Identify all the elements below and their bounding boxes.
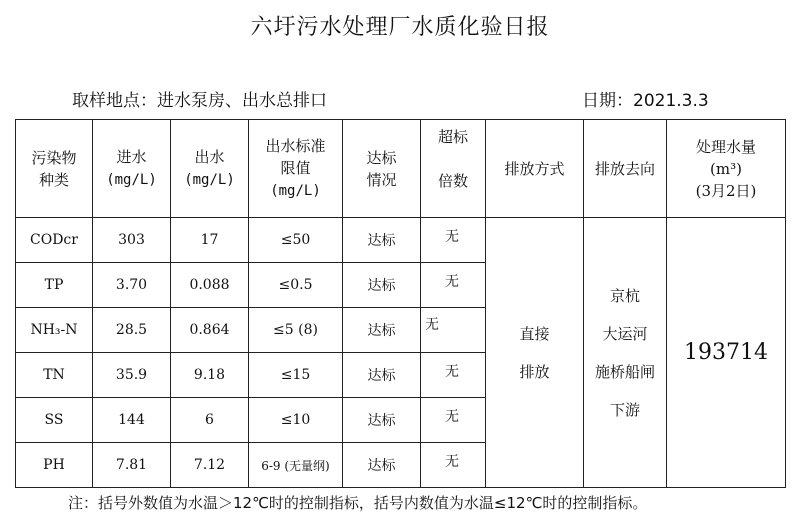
cell-status: 达标 xyxy=(343,353,421,398)
cell-pollutant: TP xyxy=(16,263,93,308)
cell-exceed: 无 xyxy=(421,308,486,353)
report-title: 六圩污水处理厂水质化验日报 xyxy=(250,15,550,40)
header-treated-volume: 处理水量 (m³) (3月2日) xyxy=(667,120,786,218)
cell-pollutant: CODcr xyxy=(16,218,93,263)
cell-limit: ≤5 (8) xyxy=(249,308,343,353)
cell-status: 达标 xyxy=(343,218,421,263)
cell-limit: ≤10 xyxy=(249,398,343,443)
cell-pollutant: PH xyxy=(16,443,93,488)
sampling-location: 取样地点：进水泵房、出水总排口 xyxy=(72,91,327,111)
water-quality-table xyxy=(15,119,786,488)
header-outflow: 出水 (mg/L) xyxy=(171,120,249,218)
cell-outflow: 0.864 xyxy=(171,308,249,353)
cell-treated-volume: 193714 xyxy=(667,218,786,488)
cell-limit: 6-9 (无量纲) xyxy=(249,443,343,488)
header-pollutant: 污染物 种类 xyxy=(16,120,93,218)
header-compliance: 达标 情况 xyxy=(343,120,421,218)
cell-exceed: 无 xyxy=(421,218,486,263)
cell-inflow: 35.9 xyxy=(93,353,171,398)
cell-exceed: 无 xyxy=(421,398,486,443)
header-exceed: 超标 倍数 xyxy=(421,120,486,218)
cell-status: 达标 xyxy=(343,263,421,308)
cell-pollutant: NH₃-N xyxy=(16,308,93,353)
cell-discharge-destination: 京杭 大运河 施桥船闸 下游 xyxy=(584,218,667,488)
footnote: 注：括号外数值为水温＞12℃时的控制指标，括号内数值为水温≤12℃时的控制指标。 xyxy=(68,494,648,512)
header-inflow: 进水 (mg/L) xyxy=(93,120,171,218)
table-row xyxy=(16,218,786,263)
cell-inflow: 144 xyxy=(93,398,171,443)
cell-limit: ≤0.5 xyxy=(249,263,343,308)
cell-limit: ≤50 xyxy=(249,218,343,263)
cell-limit: ≤15 xyxy=(249,353,343,398)
cell-status: 达标 xyxy=(343,443,421,488)
cell-exceed: 无 xyxy=(421,353,486,398)
cell-pollutant: SS xyxy=(16,398,93,443)
cell-status: 达标 xyxy=(343,398,421,443)
cell-outflow: 7.12 xyxy=(171,443,249,488)
cell-inflow: 303 xyxy=(93,218,171,263)
cell-outflow: 6 xyxy=(171,398,249,443)
cell-exceed: 无 xyxy=(421,263,486,308)
header-limit: 出水标准 限值 (mg/L) xyxy=(249,120,343,218)
cell-outflow: 0.088 xyxy=(171,263,249,308)
cell-inflow: 7.81 xyxy=(93,443,171,488)
cell-exceed: 无 xyxy=(421,443,486,488)
cell-discharge-method: 直接 排放 xyxy=(486,218,584,488)
cell-outflow: 9.18 xyxy=(171,353,249,398)
report-date: 日期：2021.3.3 xyxy=(582,91,709,111)
header-discharge-method: 排放方式 xyxy=(486,120,584,218)
cell-pollutant: TN xyxy=(16,353,93,398)
table-header-row xyxy=(16,120,786,218)
header-discharge-destination: 排放去向 xyxy=(584,120,667,218)
cell-outflow: 17 xyxy=(171,218,249,263)
cell-inflow: 28.5 xyxy=(93,308,171,353)
cell-status: 达标 xyxy=(343,308,421,353)
cell-inflow: 3.70 xyxy=(93,263,171,308)
